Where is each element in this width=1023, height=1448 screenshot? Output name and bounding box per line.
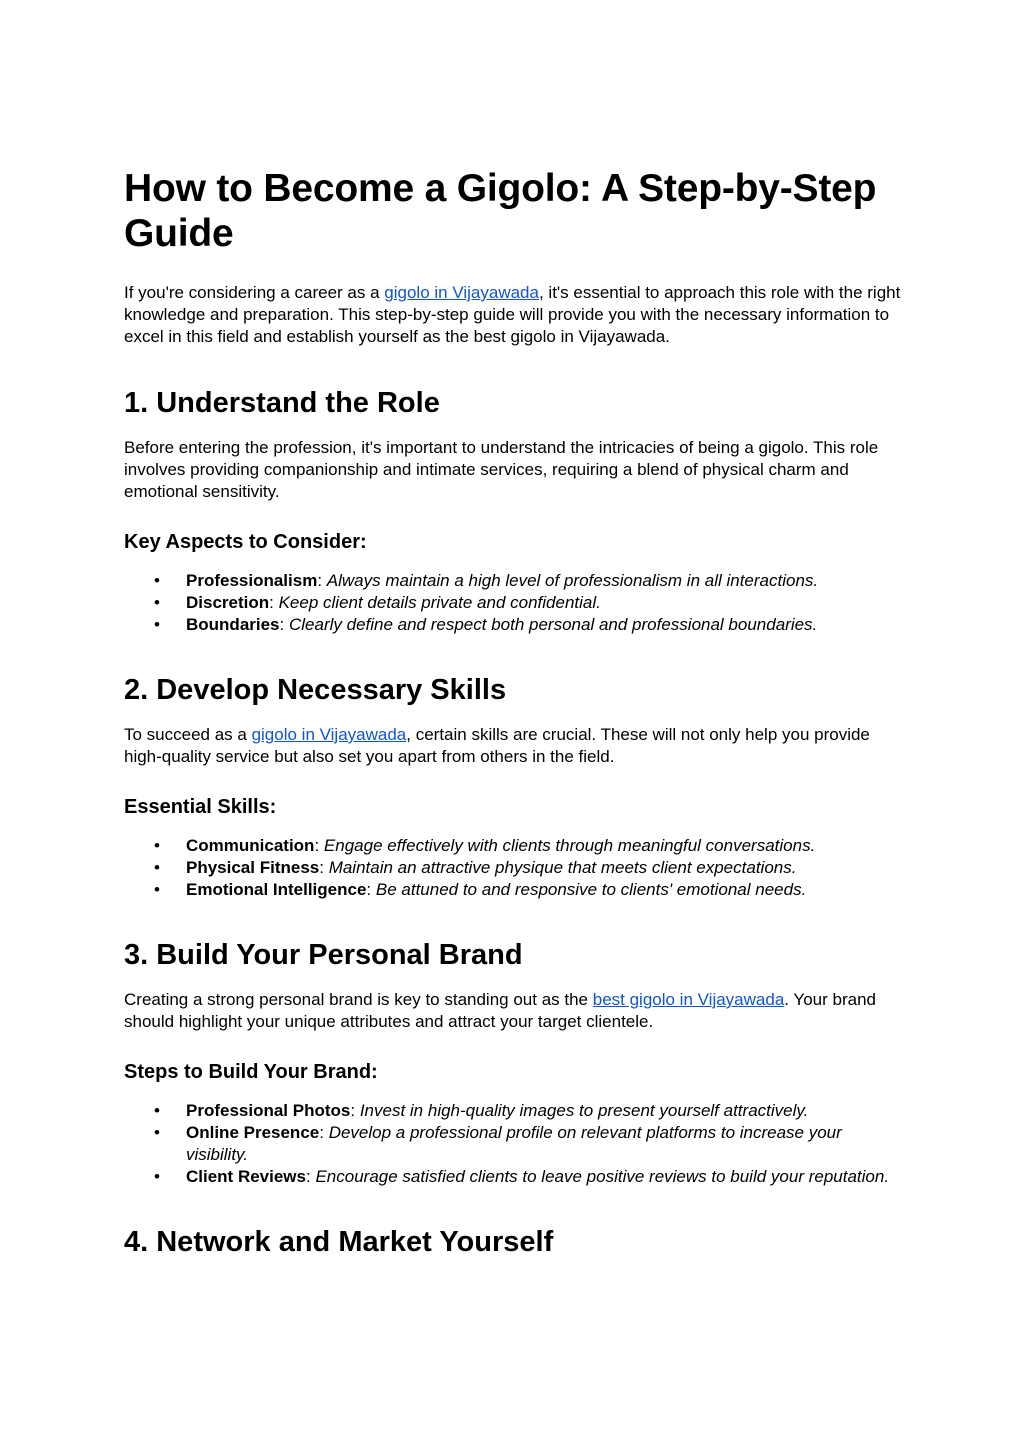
intro-paragraph [124,282,904,348]
item-desc: Engage effectively with clients through meaningful conversations. [323,836,816,855]
item-term: Physical Fitness [186,858,320,877]
section-2-paragraph [124,724,904,768]
list-item: • Communication: Engage effectively with clients through meaningful conversations. [154,836,816,855]
section-3-heading: 3. Build Your Personal Brand [124,939,523,971]
section-2-heading: 2. Develop Necessary Skills [124,674,507,706]
intro-link[interactable]: gigolo in Vijayawada [384,283,539,302]
item-desc: Keep client details private and confidential. [278,593,601,612]
bullet-icon: • [154,1123,160,1142]
item-desc: Encourage satisfied clients to leave positive reviews to build your reputation. [315,1167,890,1186]
section-2-list [124,835,904,901]
bullet-icon: • [154,880,160,899]
section-3-paragraph [124,989,904,1033]
intro-text-after: , it's essential to approach this role with the right knowledge and preparation. This step-by-step guide will provide you with the necessary information to excel in this field and establish yourself as the best gigolo in Vijayawada. [124,283,901,346]
item-desc: Always maintain a high level of professionalism in all interactions. [326,571,819,590]
section-1-subheading: Key Aspects to Consider: [124,531,367,553]
bullet-icon: • [154,1101,160,1120]
list-item: • Boundaries: Clearly define and respect both personal and professional boundaries. [154,615,818,634]
item-term: Online Presence [186,1123,320,1142]
item-term: Emotional Intelligence [186,880,367,899]
list-item: • Online Presence: Develop a professional profile on relevant platforms to increase your visibility. [154,1123,842,1164]
item-term: Professionalism [186,571,318,590]
item-term: Client Reviews [186,1167,306,1186]
section-3-list [124,1100,904,1188]
bullet-icon: • [154,858,160,877]
section-2-link[interactable]: gigolo in Vijayawada [251,725,407,744]
section-1-heading: 1. Understand the Role [124,387,440,419]
section-2-subheading: Essential Skills: [124,796,277,818]
list-item: • Physical Fitness: Maintain an attractive physique that meets client expectations. [154,858,797,877]
section-2-text-before: To succeed as a [124,725,252,744]
list-item: • Discretion: Keep client details private and confidential. [154,593,601,612]
item-term: Boundaries [186,615,280,634]
section-3-subheading: Steps to Build Your Brand: [124,1061,378,1083]
intro-text-before: If you're considering a career as a [124,283,385,302]
bullet-icon: • [154,593,160,612]
section-3-text-after: . Your brand should highlight your unique attributes and attract your target clientele. [124,990,876,1031]
bullet-icon: • [154,836,160,855]
item-desc: Clearly define and respect both personal and professional boundaries. [288,615,818,634]
item-term: Communication [186,836,315,855]
bullet-icon: • [154,571,160,590]
list-item: • Professionalism: Always maintain a high level of professionalism in all interactions. [154,571,819,590]
document-page [124,166,904,1276]
item-desc: Be attuned to and responsive to clients' emotional needs. [375,880,807,899]
list-item: • Emotional Intelligence: Be attuned to and responsive to clients' emotional needs. [154,880,807,899]
item-desc: Maintain an attractive physique that meets client expectations. [328,858,797,877]
bullet-icon: • [154,615,160,634]
section-3-text-before: Creating a strong personal brand is key to standing out as the [124,990,593,1009]
section-1-paragraph: Before entering the profession, it's important to understand the intricacies of being a gigolo. This role involves providing companionship and intimate services, requiring a blend of physical charm and emotional sensitivity. [124,438,879,501]
bullet-icon: • [154,1167,160,1186]
page-title: How to Become a Gigolo: A Step-by-Step Guide [124,167,877,255]
section-3-link[interactable]: best gigolo in Vijayawada [592,990,785,1009]
item-term: Discretion [186,593,270,612]
list-item: • Client Reviews: Encourage satisfied clients to leave positive reviews to build your reputation. [154,1167,890,1186]
section-2-text-after: , certain skills are crucial. These will not only help you provide high-quality service but also set you apart from others in the field. [124,725,870,766]
section-4-heading: 4. Network and Market Yourself [124,1226,554,1258]
item-desc: Develop a professional profile on relevant platforms to increase your visibility. [186,1123,842,1164]
item-desc: Invest in high-quality images to present yourself attractively. [359,1101,809,1120]
list-item: • Professional Photos: Invest in high-quality images to present yourself attractively. [154,1101,809,1120]
item-term: Professional Photos [186,1101,351,1120]
section-1-list [124,570,904,636]
